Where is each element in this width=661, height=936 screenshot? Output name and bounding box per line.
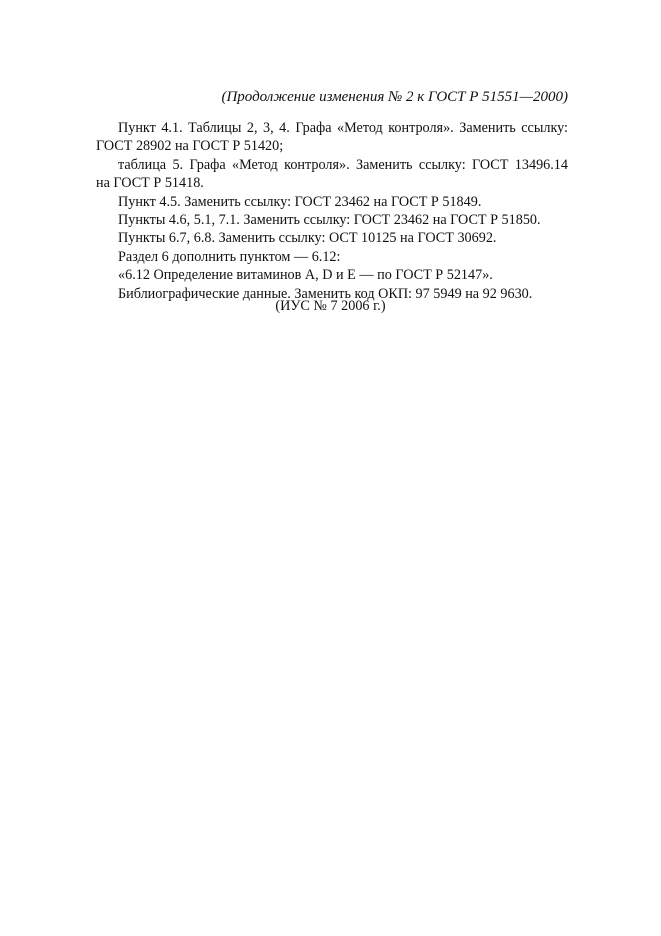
- amendment-line: «6.12 Определение витаминов А, D и Е — по ГОСТ Р 52147».: [118, 267, 493, 284]
- amendment-line: Библиографические данные. Заменить код ОКП: 97 5949 на 92 9630.: [118, 285, 533, 302]
- amendment-line: Раздел 6 дополнить пунктом — 6.12:: [118, 248, 341, 265]
- amendment-body: [96, 119, 568, 303]
- amendment-line: на ГОСТ Р 51418.: [96, 175, 204, 192]
- amendment-line: ГОСТ 28902 на ГОСТ Р 51420;: [96, 138, 284, 155]
- ius-reference: [0, 298, 661, 315]
- amendment-line: Пункт 4.5. Заменить ссылку: ГОСТ 23462 на ГОСТ Р 51849.: [118, 193, 482, 210]
- continuation-header: (Продолжение изменения № 2 к ГОСТ Р 51551—2000): [221, 89, 568, 105]
- amendment-line: Пункты 4.6, 5.1, 7.1. Заменить ссылку: ГОСТ 23462 на ГОСТ Р 51850.: [118, 212, 541, 229]
- amendment-line: Пункты 6.7, 6.8. Заменить ссылку: ОСТ 10125 на ГОСТ 30692.: [118, 230, 497, 247]
- ius-reference-text: (ИУС № 7 2006 г.): [275, 298, 386, 314]
- amendment-line: Пункт 4.1. Таблицы 2, 3, 4. Графа «Метод контроля». Заменить ссылку:: [118, 120, 568, 136]
- amendment-line: таблица 5. Графа «Метод контроля». Заменить ссылку: ГОСТ 13496.14: [118, 156, 568, 173]
